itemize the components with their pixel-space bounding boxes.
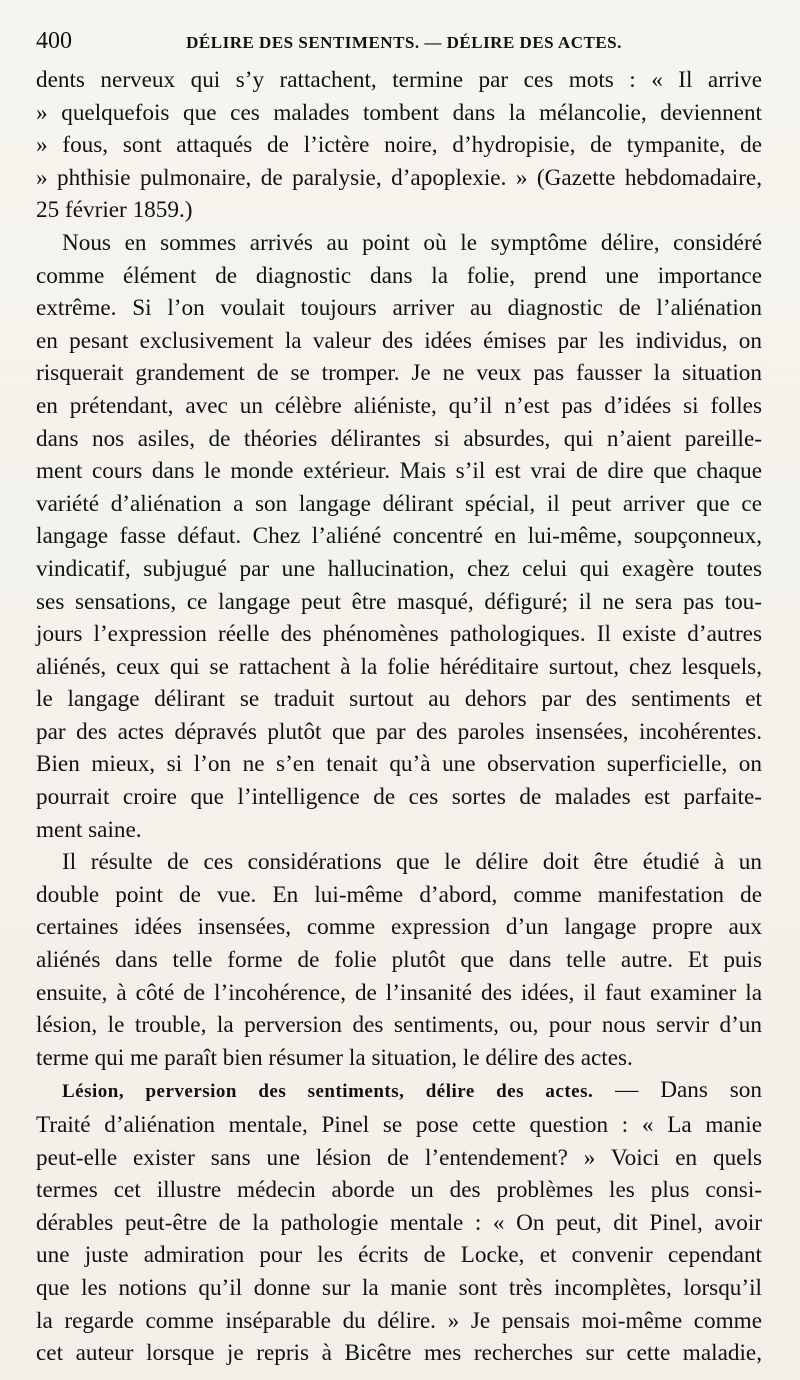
- text-line: par des actes dépravés plutôt que par des paroles insensées, incohérentes.: [36, 718, 762, 745]
- text-line: extrême. Si l’on voulait toujours arriver au diagnostic de l’aliénation: [36, 295, 762, 322]
- text-line: vindicatif, subjugué par une hallucination, chez celui qui exagère toutes: [36, 555, 762, 582]
- text-line: 25 février 1859.): [36, 197, 193, 224]
- text-line: pourrait croire que l’intelligence de ces sortes de malades est parfaite-: [36, 784, 762, 811]
- text-line: » phthisie pulmonaire, de paralysie, d’apoplexie. » (Gazette hebdomadaire,: [36, 164, 762, 191]
- text-line: aliénés dans telle forme de folie plutôt que dans telle autre. Et puis: [36, 947, 762, 974]
- text-line: certaines idées insensées, comme expression d’un langage propre aux: [36, 914, 762, 941]
- text-line: Traité d’aliénation mentale, Pinel se pose cette question : « La manie: [36, 1112, 762, 1138]
- text-line: cet auteur lorsque je repris à Bicêtre mes recherches sur cette maladie,: [36, 1340, 762, 1367]
- paragraph-2: [36, 227, 762, 846]
- text-line: langage fasse défaut. Chez l’aliéné concentré en lui-même, soupçonneux,: [36, 523, 762, 550]
- text-line: ment cours dans le monde extérieur. Mais s’il est vrai de dire que chaque: [36, 458, 762, 485]
- text-line: » quelquefois que ces malades tombent dans la mélancolie, deviennent: [36, 99, 762, 126]
- text-line: termes cet illustre médecin aborde un des problèmes les plus consi-: [36, 1177, 762, 1204]
- text-line: jours l’expression réelle des phénomènes pathologiques. Il existe d’autres: [36, 621, 762, 648]
- text-line: double point de vue. En lui-même d’abord, comme manifestation de: [36, 881, 762, 908]
- text-line: terme qui me paraît bien résumer la situation, le délire des actes.: [36, 1044, 633, 1071]
- text-line: variété d’aliénation a son langage délirant spécial, il peut arriver que ce: [36, 490, 762, 517]
- text-line: dérables peut-être de la pathologie mentale : « On peut, dit Pinel, avoir: [36, 1209, 762, 1236]
- text-line: dents nerveux qui s’y rattachent, termine par ces mots : « Il arrive: [36, 67, 762, 93]
- paragraph-1: [36, 64, 762, 227]
- text-line: » fous, sont attaqués de l’ictère noire, d’hydropisie, de tympanite, de: [36, 132, 762, 159]
- paragraph-3: [36, 846, 762, 1074]
- text-line: Nous en sommes arrivés au point où le symptôme délire, considéré: [62, 229, 762, 256]
- text-line: [36, 1074, 762, 1109]
- text-line: ment saine.: [36, 816, 142, 843]
- page-number: 400: [36, 28, 72, 54]
- section-heading: Lésion, perversion des sentiments, délire des actes.: [62, 1081, 594, 1103]
- text-line: Il résulte de ces considérations que le délire doit être étudié à un: [62, 849, 762, 876]
- text-line: la regarde comme inséparable du délire. » Je pensais moi-même comme: [36, 1307, 762, 1334]
- text-line: une juste admiration pour les écrits de Locke, et convenir cependant: [36, 1242, 762, 1269]
- paragraph-4: [36, 1074, 762, 1369]
- text-line: lésion, le trouble, la perversion des sentiments, ou, pour nous servir d’un: [36, 1012, 762, 1039]
- text-line: comme élément de diagnostic dans la folie, prend une importance: [36, 262, 762, 289]
- text-line: le langage délirant se traduit surtout au dehors par des sentiments et: [36, 686, 762, 713]
- text-line: ses sensations, ce langage peut être masqué, défiguré; il ne sera pas tou-: [36, 588, 762, 615]
- text-fragment: — Dans son: [593, 1077, 762, 1104]
- text-line: Bien mieux, si l’on ne s’en tenait qu’à une observation superficielle, on: [36, 751, 762, 778]
- text-line: peut-elle exister sans une lésion de l’entendement? » Voici en quels: [36, 1144, 762, 1171]
- text-line: aliénés, ceux qui se rattachent à la folie héréditaire surtout, chez lesquels,: [36, 653, 762, 680]
- running-title: DÉLIRE DES SENTIMENTS. — DÉLIRE DES ACTES.: [186, 33, 622, 52]
- text-line: que les notions qu’il donne sur la manie sont très incomplètes, lorsqu’il: [36, 1274, 762, 1301]
- page-body: [36, 64, 762, 1370]
- text-line: dans nos asiles, de théories délirantes si absurdes, qui n’aient pareille-: [36, 425, 762, 452]
- text-line: en prétendant, avec un célèbre aliéniste, qu’il n’est pas d’idées si folles: [36, 392, 762, 419]
- page-header: [36, 28, 762, 64]
- text-line: en pesant exclusivement la valeur des idées émises par les individus, on: [36, 327, 762, 354]
- text-line: risquerait grandement de se tromper. Je ne veux pas fausser la situation: [36, 360, 762, 387]
- text-line: ensuite, à côté de l’incohérence, de l’insanité des idées, il faut examiner la: [36, 979, 762, 1006]
